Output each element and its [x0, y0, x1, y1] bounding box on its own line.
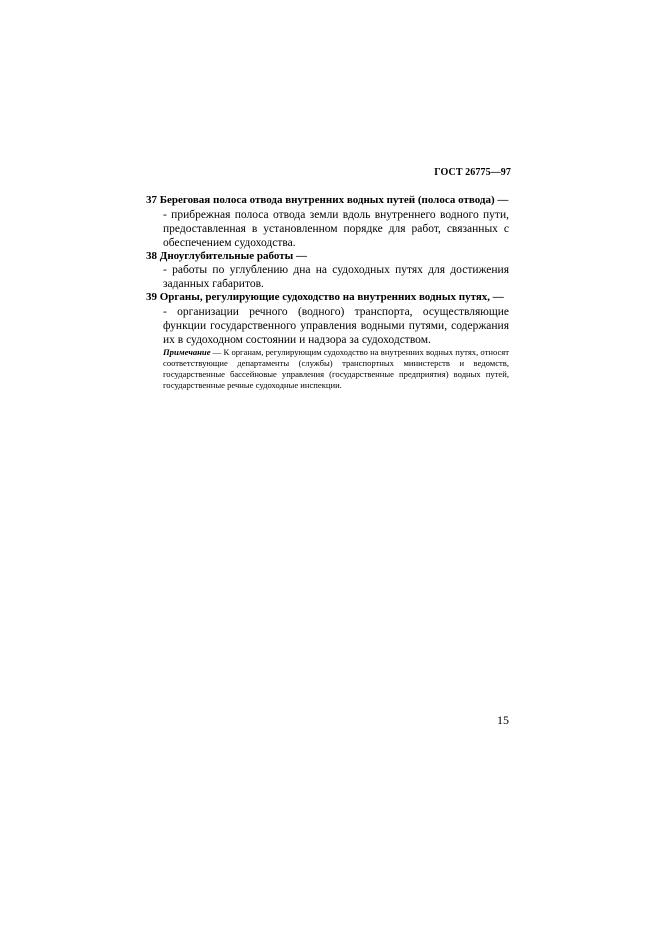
page-number: 15: [497, 713, 509, 727]
note-text: — К органам, регулирующим судоходство на внутренних водных путях, относят соответствующие департаменты (службы) транспортных министерств и ведомств, государственные бассейновые управления (государственные предприятия) водных путей, государственные речные судоходные инспекции.: [163, 347, 509, 390]
note: [163, 347, 509, 391]
term-37-title: 37 Береговая полоса отвода внутренних водных путей (полоса отвода) —: [146, 194, 509, 206]
term-39-title: 39 Органы, регулирующие судоходство на внутренних водных путях, —: [146, 291, 504, 303]
term-38-title: 38 Дноуглубительные работы —: [146, 250, 307, 262]
term-37-definition: - прибрежная полоса отвода земли вдоль внутреннего водного пути, предоставленная в установленном порядке для работ, связанных с обеспечением судоходства.: [163, 209, 509, 249]
term-39-definition: - организации речного (водного) транспорта, осуществляющие функции государственного управления водными путями, содержания их в судоходном состоянии и надзора за судоходством.: [163, 306, 509, 346]
note-label: Примечание: [163, 347, 211, 357]
standard-number: ГОСТ 26775—97: [434, 167, 511, 178]
term-38-definition: - работы по углублению дна на судоходных путях для достижения заданных габаритов.: [163, 264, 509, 290]
